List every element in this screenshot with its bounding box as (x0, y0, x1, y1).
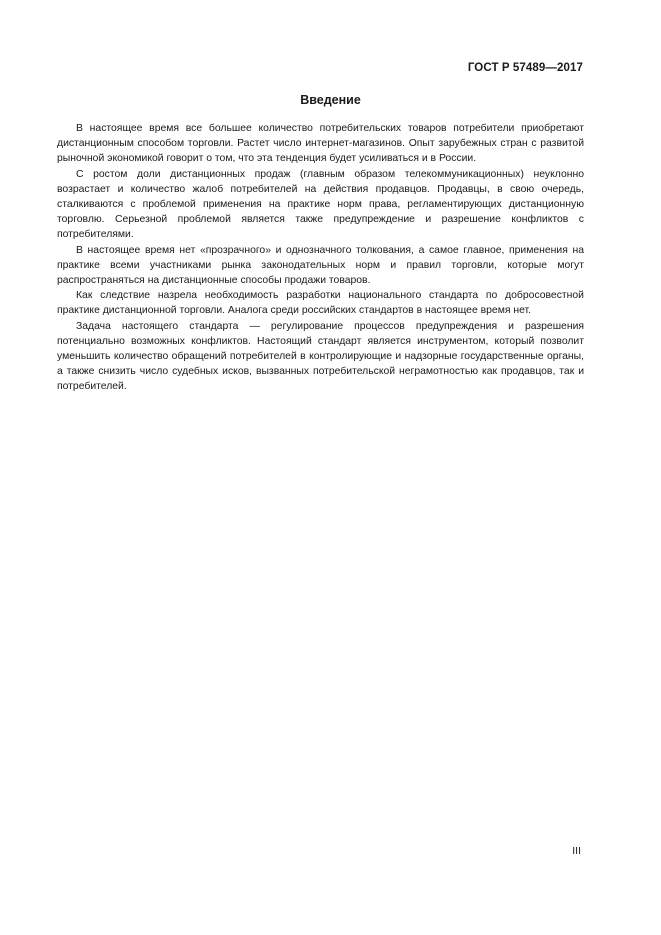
section-title: Введение (300, 93, 361, 107)
paragraph-2: С ростом доли дистанционных продаж (главным образом телекоммуникационных) неуклонно возрастает и количество жалоб потребителей на действия продавцов. Продавцы, в свою очередь, сталкиваются с проблемой применения на практике норм права, регламентирующих дистанционную торговлю. Серьезной проблемой является также предупреждение и разрешение конфликтов с потребителями. (57, 168, 584, 241)
paragraph-5: Задача настоящего стандарта — регулирование процессов предупреждения и разрешения потенциально возможных конфликтов. Настоящий стандарт является инструментом, который позволит уменьшить количество обращений потребителей в контролирующие и надзорные государственные органы, а также снизить число судебных исков, вызванных потребительской неграмотностью как продавцов, так и потребителей. (57, 320, 584, 393)
introduction-body (57, 121, 584, 395)
page-number: III (572, 845, 581, 857)
paragraph-1: В настоящее время все большее количество потребительских товаров потребители приобретают дистанционным способом торговли. Растет число интернет-магазинов. Опыт зарубежных стран с развитой рыночной экономикой говорит о том, что эта тенденция будет усиливаться и в России. (57, 123, 584, 165)
paragraph-4: Как следствие назрела необходимость разработки национального стандарта по добросовестной практике дистанционной торговли. Аналога среди российских стандартов в настоящее время нет. (57, 290, 584, 317)
document-code: ГОСТ Р 57489—2017 (467, 62, 583, 74)
paragraph-3: В настоящее время нет «прозрачного» и однозначного толкования, а самое главное, применения на практике всеми участниками рынка законодательных норм и правил торговли, которые могут распространяться на дистанционные способы продажи товаров. (57, 244, 584, 287)
